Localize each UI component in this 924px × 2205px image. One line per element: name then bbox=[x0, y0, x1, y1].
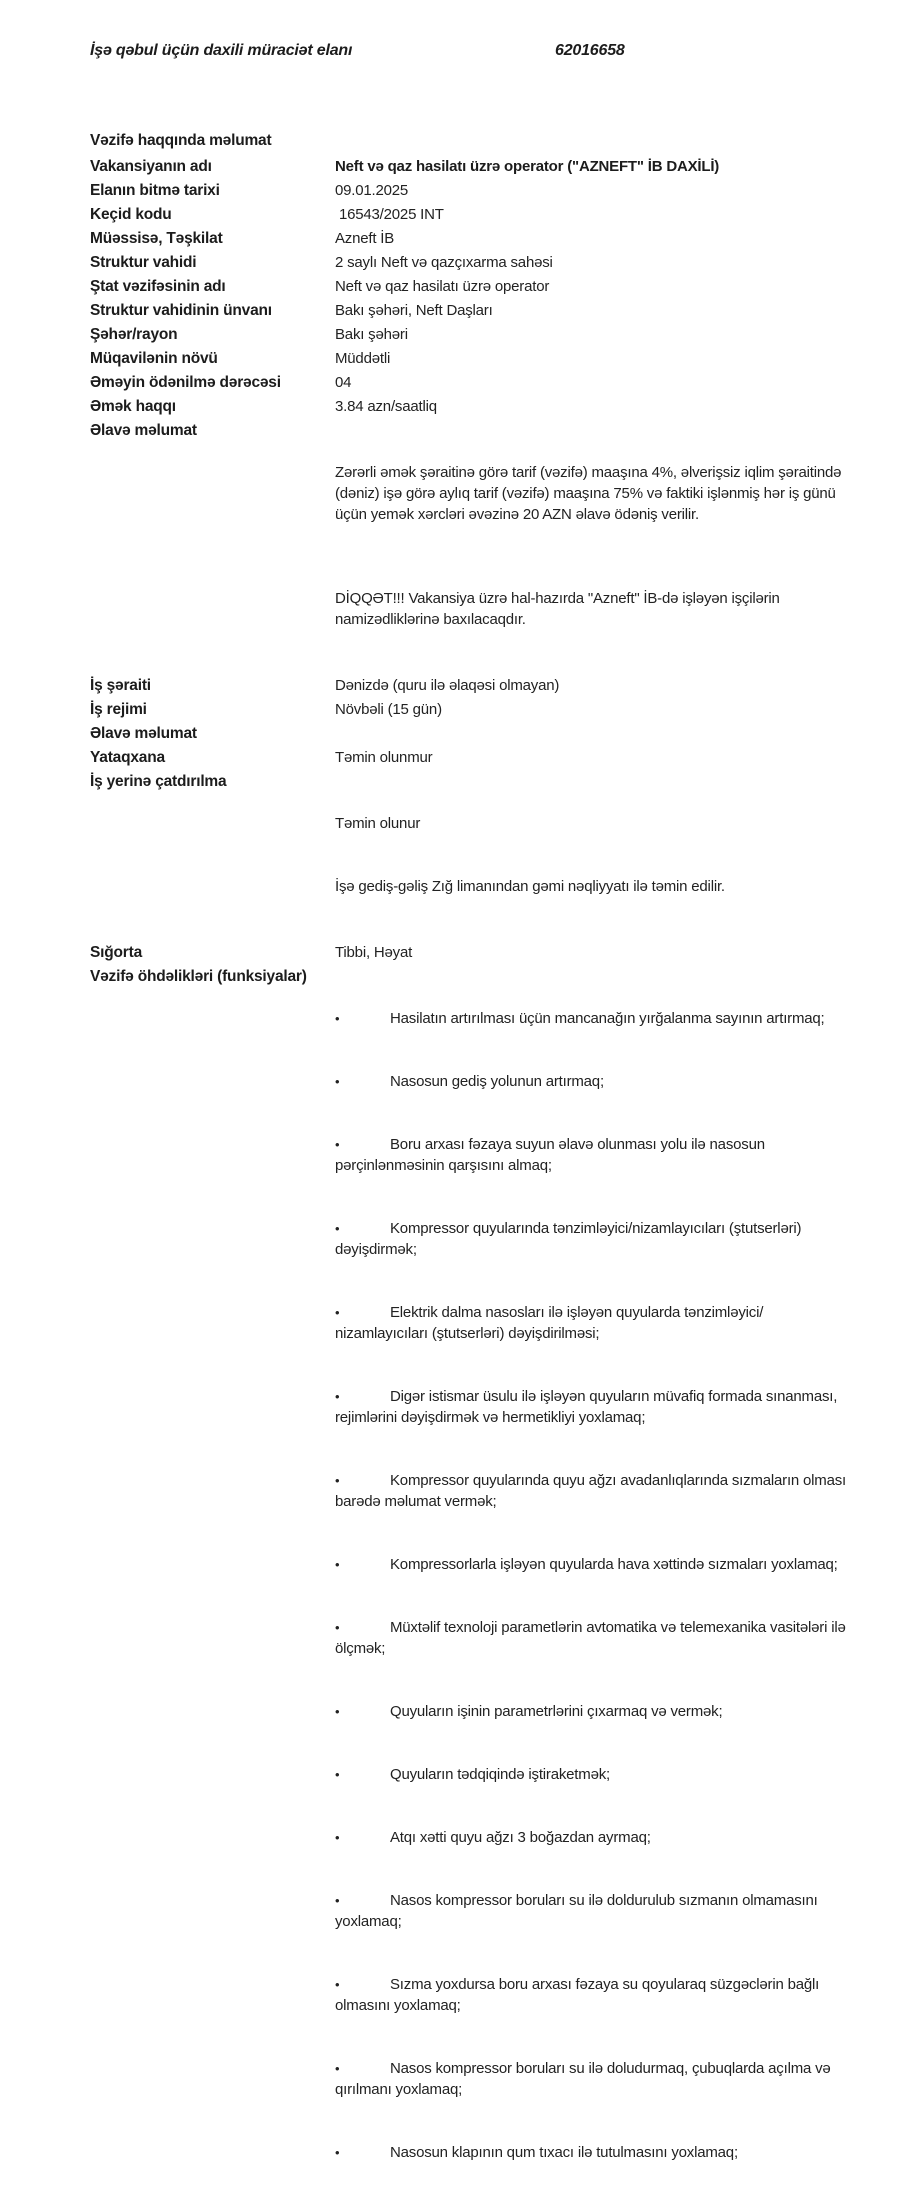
duty-text: Sızma yoxdursa boru arxası fəzaya su qoyularaq süzgəclərin bağlı olmasını yoxlamaq; bbox=[335, 1976, 824, 2014]
duty-item bbox=[335, 1617, 855, 1659]
duty-text: Kompressor quyularında quyu ağzı avadanlıqlarında sızmaların olması barədə məlumat vermək; bbox=[335, 1472, 850, 1510]
duty-item bbox=[335, 1386, 855, 1428]
document-number: 62016658 bbox=[555, 42, 625, 59]
document-body bbox=[90, 130, 867, 2205]
field-value-end-date: 09.01.2025 bbox=[335, 182, 409, 199]
duty-item bbox=[335, 1554, 855, 1575]
field-label: Müqavilənin növü bbox=[90, 350, 218, 367]
bullet-icon: • bbox=[335, 1137, 340, 1152]
field-label: Sığorta bbox=[90, 944, 142, 961]
field-label: Vakansiyanın adı bbox=[90, 158, 212, 175]
duty-text: Atqı xətti quyu ağzı 3 boğazdan ayrmaq; bbox=[390, 1829, 651, 1846]
bullet-icon: • bbox=[335, 1767, 340, 1782]
duties-list bbox=[335, 966, 855, 2205]
field-label: Müəssisə, Təşkilat bbox=[90, 230, 223, 247]
bullet-icon: • bbox=[335, 1620, 340, 1635]
duty-item bbox=[335, 2142, 855, 2163]
field-value-organization: Azneft İB bbox=[335, 230, 395, 247]
field-value-structural-unit: 2 saylı Neft və qazçıxarma sahəsi bbox=[335, 254, 553, 271]
value-line: Təmin olunur bbox=[335, 815, 421, 832]
duty-item bbox=[335, 1764, 855, 1785]
field-value-vacancy-name: Neft və qaz hasilatı üzrə operator ("AZNEFT" İB DAXİLİ) bbox=[335, 158, 720, 175]
field-value-pay-grade: 04 bbox=[335, 374, 352, 391]
section-title: Vəzifə haqqında məlumat bbox=[90, 132, 272, 149]
bullet-icon: • bbox=[335, 1011, 340, 1026]
duty-text: Nasosun klapının qum tıxacı ilə tutulmasını yoxlamaq; bbox=[390, 2144, 738, 2161]
duty-text: Hasilatın artırılması üçün mancanağın yırğalanma sayının artırmaq; bbox=[390, 1010, 825, 1027]
field-label: İş yerinə çatdırılma bbox=[90, 773, 227, 790]
bullet-icon: • bbox=[335, 1557, 340, 1572]
info-paragraph: Zərərli əmək şəraitinə görə tarif (vəzifə) maaşına 4%, əlverişsiz iqlim şəraitində (dəniz) işə görə aylıq tarif (vəzifə) maaşına 75% və faktiki işlənmiş hər iş günü üçün yemək xərcləri əvəzinə 20 AZN əlavə ödəniş verilir. bbox=[335, 464, 846, 523]
duty-item bbox=[335, 1890, 855, 1932]
bullet-icon: • bbox=[335, 1221, 340, 1236]
duty-text: Nasosun gediş yolunun artırmaq; bbox=[390, 1073, 604, 1090]
duty-item bbox=[335, 1701, 855, 1722]
duty-item bbox=[335, 1470, 855, 1512]
bullet-icon: • bbox=[335, 1977, 340, 1992]
field-value-code: 16543/2025 INT bbox=[335, 206, 444, 223]
field-value-city: Bakı şəhəri bbox=[335, 326, 408, 343]
field-value-additional-info bbox=[335, 420, 866, 672]
duty-item bbox=[335, 1071, 855, 1092]
duty-text: Elektrik dalma nasosları ilə işləyən quyularda tənzimləyici/ nizamlayıcıları (ştutserləri) dəyişdirilməsi; bbox=[335, 1304, 768, 1342]
duty-text: Digər istismar üsulu ilə işləyən quyuların müvafiq formada sınanması, rejimlərini dəyişdirmək və hermetikliyi yoxlamaq; bbox=[335, 1388, 842, 1426]
duty-item bbox=[335, 1302, 855, 1344]
field-label: İş şəraiti bbox=[90, 677, 151, 694]
duty-text: Nasos kompressor boruları su ilə doludurmaq, çubuqlarda açılma və qırılmanı yoxlamaq; bbox=[335, 2060, 835, 2098]
field-value-salary: 3.84 azn/saatliq bbox=[335, 398, 437, 415]
field-value-transport bbox=[335, 771, 866, 939]
bullet-icon: • bbox=[335, 1389, 340, 1404]
field-value-contract-type: Müddətli bbox=[335, 350, 391, 367]
duty-text: Kompressorlarla işləyən quyularda hava xəttində sızmaları yoxlamaq; bbox=[390, 1556, 838, 1573]
bullet-icon: • bbox=[335, 1473, 340, 1488]
duty-text: Kompressor quyularında tənzimləyici/nizamlayıcıları (ştutserləri) dəyişdirmək; bbox=[335, 1220, 806, 1258]
field-label: Əlavə məlumat bbox=[90, 422, 197, 439]
bullet-icon: • bbox=[335, 1893, 340, 1908]
bullet-icon: • bbox=[335, 2061, 340, 2076]
fields-table bbox=[90, 156, 867, 2205]
duty-text: Quyuların işinin parametrlərini çıxarmaq və vermək; bbox=[390, 1703, 723, 1720]
field-label: İş rejimi bbox=[90, 701, 147, 718]
field-value-unit-address: Bakı şəhəri, Neft Daşları bbox=[335, 302, 493, 319]
document-header bbox=[90, 40, 867, 62]
field-label: Elanın bitmə tarixi bbox=[90, 182, 220, 199]
duty-text: Müxtəlif texnoloji parametlərin avtomatika və telemexanika vasitələri ilə ölçmək; bbox=[335, 1619, 850, 1657]
attention-paragraph: DİQQƏT!!! Vakansiya üzrə hal-hazırda "Azneft" İB-də işləyən işçilərin namizədliklərinə baxılacaqdır. bbox=[335, 590, 784, 628]
bullet-icon: • bbox=[335, 1704, 340, 1719]
field-value-additional-info-2 bbox=[335, 723, 866, 744]
field-value-staff-position: Neft və qaz hasilatı üzrə operator bbox=[335, 278, 550, 295]
duty-item bbox=[335, 1134, 855, 1176]
field-label: Keçid kodu bbox=[90, 206, 172, 223]
bullet-icon: • bbox=[335, 1074, 340, 1089]
field-value-work-regime: Növbəli (15 gün) bbox=[335, 701, 442, 718]
field-label: Struktur vahidi bbox=[90, 254, 197, 271]
field-label: Ştat vəzifəsinin adı bbox=[90, 278, 226, 295]
duty-item bbox=[335, 2058, 855, 2100]
duty-text: Quyuların tədqiqində iştiraketmək; bbox=[390, 1766, 610, 1783]
duty-item bbox=[335, 1218, 855, 1260]
bullet-icon: • bbox=[335, 2145, 340, 2160]
duty-item bbox=[335, 1827, 855, 1848]
document-title: İşə qəbul üçün daxili müraciət elanı bbox=[90, 42, 353, 59]
field-label: Əlavə məlumat bbox=[90, 725, 197, 742]
field-label: Yataqxana bbox=[90, 749, 165, 766]
field-value-dormitory: Təmin olunmur bbox=[335, 749, 433, 766]
value-line: İşə gediş-gəliş Zığ limanından gəmi nəqliyyatı ilə təmin edilir. bbox=[335, 878, 725, 895]
field-label: Struktur vahidinin ünvanı bbox=[90, 302, 272, 319]
field-label: Əmək haqqı bbox=[90, 398, 176, 415]
bullet-icon: • bbox=[335, 1305, 340, 1320]
duty-item bbox=[335, 1974, 855, 2016]
field-label: Vəzifə öhdəlikləri (funksiyalar) bbox=[90, 968, 307, 985]
field-value-insurance: Tibbi, Həyat bbox=[335, 944, 413, 961]
duty-text: Nasos kompressor boruları su ilə doldurulub sızmanın olmamasını yoxlamaq; bbox=[335, 1892, 822, 1930]
duty-text: Boru arxası fəzaya suyun əlavə olunması yolu ilə nasosun pərçinlənməsinin qarşısını almaq; bbox=[335, 1136, 769, 1174]
field-label: Əməyin ödənilmə dərəcəsi bbox=[90, 374, 281, 391]
field-value-work-conditions: Dənizdə (quru ilə əlaqəsi olmayan) bbox=[335, 677, 560, 694]
field-label: Şəhər/rayon bbox=[90, 326, 178, 343]
bullet-icon: • bbox=[335, 1830, 340, 1845]
duty-item bbox=[335, 1008, 855, 1029]
